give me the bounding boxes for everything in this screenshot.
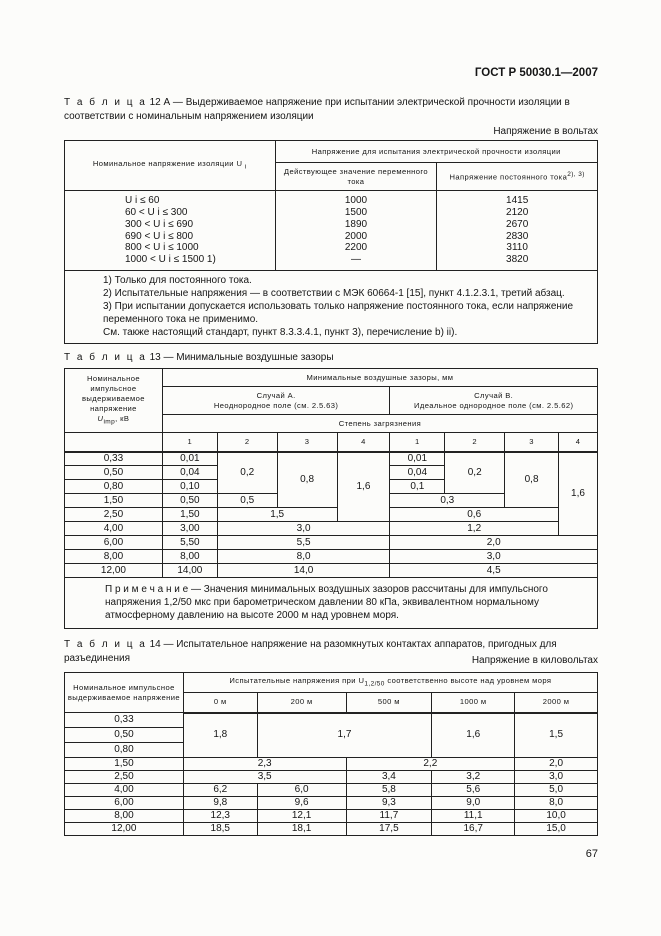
t13-pollution-header: Степень загрязнения <box>162 415 597 433</box>
t13-voltage: 4,00 <box>65 522 163 536</box>
document-number: ГОСТ Р 50030.1—2007 <box>474 67 598 79</box>
t14-height: 2000 м <box>515 693 598 713</box>
t14-cell: 3,4 <box>346 771 432 784</box>
t13-cell: 0,3 <box>390 494 505 508</box>
t14-cell: 9,3 <box>346 797 432 810</box>
t13-cell: 0,8 <box>505 452 559 508</box>
t14-cell: 10,0 <box>515 810 598 823</box>
t14-cell: 9,0 <box>432 797 515 810</box>
t14-cell: 2,2 <box>346 758 515 771</box>
t14-cell: 12,3 <box>183 810 257 823</box>
t14-cell: 8,0 <box>515 797 598 810</box>
t13-cell: 5,50 <box>162 536 217 550</box>
table-title: 12 А — Выдерживаемое напряжение при испытании электрической прочности изоляции в соответствии с номинальным напряжением изоляции <box>64 97 570 122</box>
t13-degree: 1 <box>390 433 445 452</box>
t14-cell: 2,3 <box>183 758 346 771</box>
t13-cell: 8,00 <box>162 550 217 564</box>
t14-cell: 6,0 <box>257 784 346 797</box>
t14-voltage: 0,50 <box>65 728 184 743</box>
t12-ac-values: 1000 1500 1890 2000 2200 — <box>275 191 437 271</box>
t13-degree: 4 <box>559 433 598 452</box>
t12-group-header: Напряжение для испытания электрической прочности изоляции <box>275 141 597 163</box>
t14-cell: 15,0 <box>515 823 598 836</box>
table-14-units: Напряжение в киловольтах <box>471 655 598 666</box>
t14-voltage: 12,00 <box>65 823 184 836</box>
t13-degree: 2 <box>217 433 277 452</box>
t13-degree: 3 <box>277 433 337 452</box>
t14-height: 200 м <box>257 693 346 713</box>
t13-degree: 3 <box>505 433 559 452</box>
t14-cell: 9,8 <box>183 797 257 810</box>
t14-cell: 5,6 <box>432 784 515 797</box>
t12-dc-header: Напряжение постоянного тока$^{2), 3)}$ <box>437 163 598 191</box>
table-12a <box>64 140 598 344</box>
table-12a-caption <box>64 96 598 124</box>
table-label: Т а б л и ц а <box>64 97 147 108</box>
t14-cell: 5,8 <box>346 784 432 797</box>
t12-notes: 1) Только для постоянного тока. 2) Испытательные напряжения — в соответствии с МЭК 60664-1 [15], пункт 4.1.2.3.1, третий абзац. 3) При испытании допускается использовать только напряжение постоянного тока, если напряжение переменного тока не применимо. См. также настоящий стандарт, пункт 8.3.3.4.1, пункт 3), перечисление b) ii). <box>65 271 598 344</box>
t13-cell: 3,00 <box>162 522 217 536</box>
t13-degree: 4 <box>337 433 390 452</box>
t13-cell: 0,1 <box>390 480 445 494</box>
t14-voltage: 6,00 <box>65 797 184 810</box>
t13-cell: 0,5 <box>217 494 277 508</box>
t13-cell: 2,0 <box>390 536 598 550</box>
t13-voltage: 2,50 <box>65 508 163 522</box>
t13-cell: 8,0 <box>217 550 390 564</box>
t13-voltage: 8,00 <box>65 550 163 564</box>
t13-cell: 3,0 <box>217 522 390 536</box>
t13-group-header: Минимальные воздушные зазоры, мм <box>162 369 597 387</box>
t14-voltage: 8,00 <box>65 810 184 823</box>
t12-ac-header: Действующее значение переменного тока <box>275 163 437 191</box>
t14-voltage: 1,50 <box>65 758 184 771</box>
t13-cell: 1,6 <box>559 452 598 536</box>
t14-voltage: 0,33 <box>65 713 184 728</box>
t14-cell: 1,7 <box>257 713 432 758</box>
table-13-caption <box>64 351 598 365</box>
t14-cell: 11,7 <box>346 810 432 823</box>
t13-cell: 1,50 <box>162 508 217 522</box>
t13-voltage: 6,00 <box>65 536 163 550</box>
t14-cell: 11,1 <box>432 810 515 823</box>
t14-height: 500 м <box>346 693 432 713</box>
t14-cell: 12,1 <box>257 810 346 823</box>
t13-cell: 0,04 <box>390 466 445 480</box>
t14-cell: 1,5 <box>515 713 598 758</box>
table-label: Т а б л и ц а <box>64 639 147 650</box>
t12-dc-values: 1415 2120 2670 2830 3110 3820 <box>437 191 598 271</box>
table-14 <box>64 672 598 836</box>
t14-height: 1000 м <box>432 693 515 713</box>
t14-cell: 2,0 <box>515 758 598 771</box>
t13-cell: 4,5 <box>390 564 598 578</box>
t14-cell: 18,1 <box>257 823 346 836</box>
t13-cell: 14,0 <box>217 564 390 578</box>
t14-cell: 3,2 <box>432 771 515 784</box>
t13-voltage: 0,33 <box>65 452 163 466</box>
t13-cell: 0,6 <box>390 508 559 522</box>
t14-height: 0 м <box>183 693 257 713</box>
t14-cell: 1,8 <box>183 713 257 758</box>
t12-col1-header: Номинальное напряжение изоляции U $_i$ <box>65 141 276 191</box>
t12-ranges: U i ≤ 60 60 < U i ≤ 300 300 < U i ≤ 690 690 < U i ≤ 800 800 < U i ≤ 1000 1000 < U i ≤ 1500 1) <box>65 191 276 271</box>
t13-cell: 14,00 <box>162 564 217 578</box>
t14-cell: 5,0 <box>515 784 598 797</box>
t13-cell: 1,6 <box>337 452 390 522</box>
t13-cell: 3,0 <box>390 550 598 564</box>
t13-col1-header: Номинальное импульсное выдерживаемое напряжение $U_{imp}$, кВ <box>65 369 163 433</box>
t13-cell: 5,5 <box>217 536 390 550</box>
t13-cell: 0,01 <box>162 452 217 466</box>
t14-group-header: Испытательные напряжения при $U_{1,2/50}$ соответственно высоте над уровнем моря <box>183 673 597 693</box>
t13-case-b: Случай В. Идеальное однородное поле (см. 2.5.62) <box>390 387 598 415</box>
t14-cell: 3,0 <box>515 771 598 784</box>
table-13 <box>64 368 598 629</box>
t13-cell: 1,2 <box>390 522 559 536</box>
t13-voltage: 12,00 <box>65 564 163 578</box>
t14-cell: 9,6 <box>257 797 346 810</box>
t14-cell: 18,5 <box>183 823 257 836</box>
t13-voltage: 0,80 <box>65 480 163 494</box>
t13-voltage: 0,50 <box>65 466 163 480</box>
t14-cell: 16,7 <box>432 823 515 836</box>
t13-degree: 2 <box>445 433 505 452</box>
table-label: Т а б л и ц а <box>64 352 147 363</box>
t13-case-a: Случай А. Неоднородное поле (см. 2.5.63) <box>162 387 390 415</box>
t14-cell: 1,6 <box>432 713 515 758</box>
t14-cell: 3,5 <box>183 771 346 784</box>
t14-voltage: 2,50 <box>65 771 184 784</box>
t14-cell: 17,5 <box>346 823 432 836</box>
t14-col1-header: Номинальное импульсное выдерживаемое напряжение <box>65 673 184 713</box>
t13-cell: 0,2 <box>217 452 277 494</box>
t14-cell: 6,2 <box>183 784 257 797</box>
t13-cell: 0,01 <box>390 452 445 466</box>
page-number: 67 <box>585 848 598 860</box>
t13-cell: 0,10 <box>162 480 217 494</box>
t13-cell: 0,2 <box>445 452 505 494</box>
t13-cell: 0,50 <box>162 494 217 508</box>
t13-cell: 0,8 <box>277 452 337 508</box>
t13-cell: 0,04 <box>162 466 217 480</box>
t13-voltage: 1,50 <box>65 494 163 508</box>
table-title: 13 — Минимальные воздушные зазоры <box>149 352 334 363</box>
t14-voltage: 4,00 <box>65 784 184 797</box>
table-12a-units: Напряжение в вольтах <box>493 126 598 137</box>
t14-voltage: 0,80 <box>65 743 184 758</box>
t13-cell: 1,5 <box>217 508 337 522</box>
t13-note: П р и м е ч а н и е — Значения минимальных воздушных зазоров рассчитаны для импульсного напряжения 1,2/50 мкс при барометрическом давлении 80 кПа, эквивалентном нормальному атмосферному давлению на высоте 2000 м над уровнем моря. <box>65 578 598 629</box>
t13-degree: 1 <box>162 433 217 452</box>
table-title: 14 — Испытательное напряжение на разомкнутых контактах аппаратов, пригодных для разъединения <box>64 639 557 664</box>
